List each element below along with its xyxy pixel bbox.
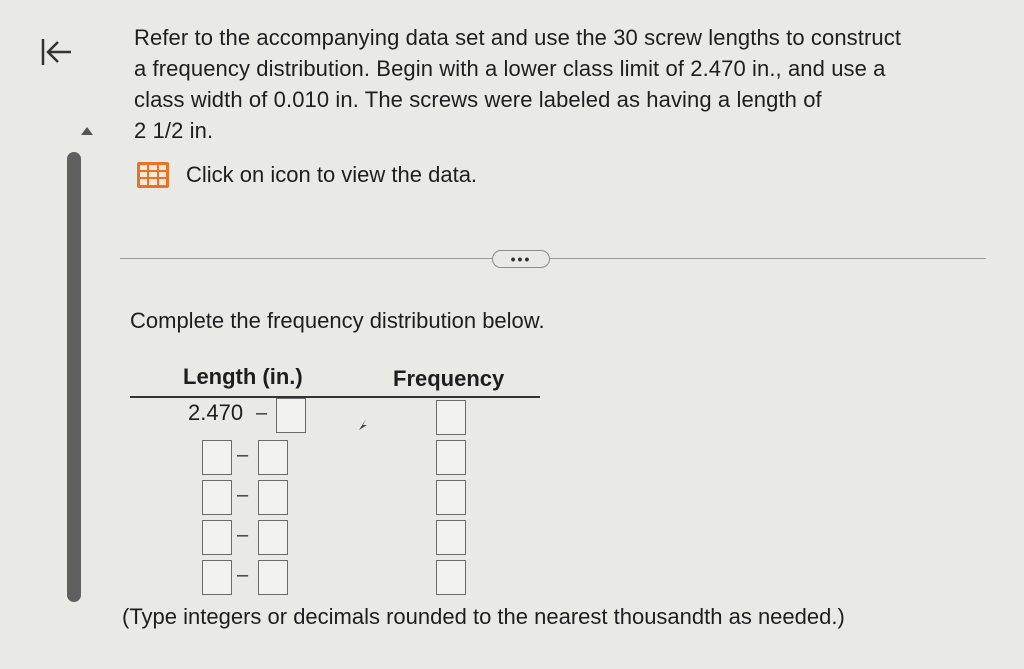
- frequency-input-5[interactable]: [436, 560, 466, 595]
- prompt-line: 2 1/2 in.: [134, 118, 214, 143]
- frequency-input-4[interactable]: [436, 520, 466, 555]
- range-dash: –: [237, 564, 249, 586]
- frequency-input-2[interactable]: [436, 440, 466, 475]
- lower-limit-field-3[interactable]: [203, 481, 231, 514]
- expand-more-button[interactable]: •••: [492, 250, 550, 268]
- upper-limit-input-3[interactable]: [258, 480, 288, 515]
- header-length: Length (in.): [183, 364, 303, 389]
- first-lower-limit: 2.470: [188, 400, 244, 425]
- prompt-line: class width of 0.010 in. The screws were labeled as having a length of: [134, 87, 822, 112]
- lower-limit-input-3[interactable]: [202, 480, 232, 515]
- lower-limit-input-2[interactable]: [202, 440, 232, 475]
- upper-limit-input-2[interactable]: [258, 440, 288, 475]
- scroll-up-arrow-icon[interactable]: [81, 127, 93, 135]
- upper-limit-input-5[interactable]: [258, 560, 288, 595]
- upper-limit-input-4[interactable]: [258, 520, 288, 555]
- upper-limit-field-5[interactable]: [259, 561, 287, 594]
- question-prompt: [134, 22, 994, 146]
- mouse-cursor-icon: [356, 416, 370, 432]
- frequency-field-3[interactable]: [437, 481, 465, 514]
- lower-limit-field-2[interactable]: [203, 441, 231, 474]
- frequency-table: [130, 360, 540, 610]
- prompt-line: a frequency distribution. Begin with a lower class limit of 2.470 in., and use a: [134, 56, 886, 81]
- frequency-field-4[interactable]: [437, 521, 465, 554]
- range-dash: –: [237, 524, 249, 546]
- scrollbar[interactable]: [67, 152, 81, 602]
- range-dash: –: [237, 484, 249, 506]
- back-arrow-icon: [38, 34, 74, 70]
- left-rail: [0, 0, 118, 669]
- back-button[interactable]: [36, 30, 76, 74]
- upper-limit-input-1[interactable]: [276, 398, 306, 433]
- header-rule: [130, 396, 540, 398]
- data-grid-icon[interactable]: [136, 161, 170, 189]
- range-dash: –: [256, 402, 268, 424]
- frequency-input-1[interactable]: [436, 400, 466, 435]
- header-frequency: Frequency: [393, 366, 505, 391]
- section-divider: [120, 258, 986, 259]
- frequency-field-1[interactable]: [437, 401, 465, 434]
- prompt-line: Refer to the accompanying data set and use the 30 screw lengths to construct: [134, 25, 902, 50]
- instruction-text: Complete the frequency distribution below.: [130, 308, 545, 333]
- frequency-field-5[interactable]: [437, 561, 465, 594]
- upper-limit-field-3[interactable]: [259, 481, 287, 514]
- upper-limit-field-1[interactable]: [277, 399, 305, 432]
- lower-limit-input-4[interactable]: [202, 520, 232, 555]
- upper-limit-field-2[interactable]: [259, 441, 287, 474]
- frequency-input-3[interactable]: [436, 480, 466, 515]
- lower-limit-field-5[interactable]: [203, 561, 231, 594]
- view-data-text[interactable]: Click on icon to view the data.: [186, 162, 478, 187]
- lower-limit-field-4[interactable]: [203, 521, 231, 554]
- frequency-field-2[interactable]: [437, 441, 465, 474]
- lower-limit-input-5[interactable]: [202, 560, 232, 595]
- upper-limit-field-4[interactable]: [259, 521, 287, 554]
- view-data-link[interactable]: [136, 158, 477, 192]
- range-dash: –: [237, 444, 249, 466]
- answer-format-note: (Type integers or decimals rounded to the nearest thousandth as needed.): [122, 604, 845, 629]
